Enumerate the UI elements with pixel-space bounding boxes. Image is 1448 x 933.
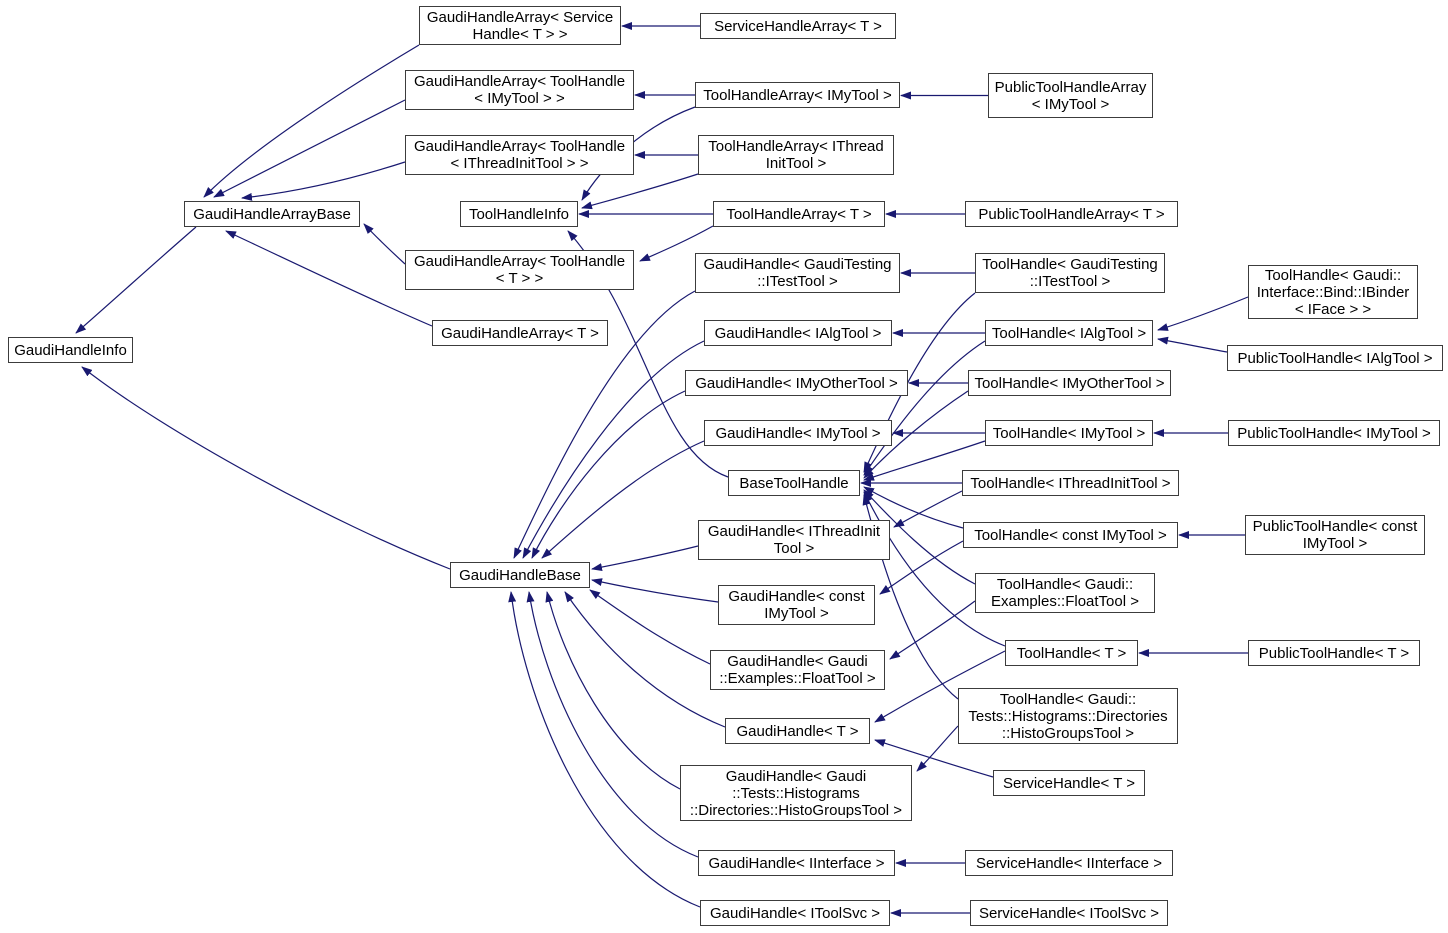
class-node-label: ::Tests::Histograms <box>732 784 860 802</box>
class-node-label: GaudiHandle< Gaudi <box>725 767 867 785</box>
class-node-gha-t[interactable] <box>432 320 608 346</box>
class-node-label: PublicToolHandleArray< T > <box>978 205 1165 223</box>
class-node-tha-ithreadinittool[interactable] <box>698 135 894 175</box>
class-node-label: ::Examples::FloatTool > <box>719 670 876 687</box>
class-node-sh-t[interactable] <box>993 770 1145 796</box>
class-node-gha-tool-handle-imytool[interactable] <box>405 70 634 110</box>
class-node-sh-itoolsvc[interactable] <box>970 900 1168 926</box>
inheritance-edge-gha-t>gaudi-handle-array-base <box>226 231 432 326</box>
class-node-label: PublicToolHandle< IMyTool > <box>1237 424 1431 442</box>
class-node-label: BaseToolHandle <box>739 474 849 492</box>
class-node-label: PublicToolHandle< T > <box>1258 644 1410 662</box>
inheritance-edge-pth-ialgtool>th-ialgtool <box>1158 339 1227 352</box>
inheritance-edge-th-ithreadinittool>gh-ithreadinittool <box>894 491 962 527</box>
inheritance-edge-gh-ithreadinittool>gaudi-handle-base <box>592 546 698 569</box>
class-node-label: ToolHandleInfo <box>468 205 570 223</box>
class-node-tha-imytool[interactable] <box>695 82 900 108</box>
class-node-label: ::HistoGroupsTool > <box>1001 724 1135 742</box>
inheritance-edge-th-ialgtool>base-tool-handle <box>864 341 985 475</box>
inheritance-edge-gh-imytool>gaudi-handle-base <box>542 441 704 558</box>
class-node-gha-tool-handle-t[interactable] <box>405 250 634 290</box>
inheritance-edge-gha-tool-handle-t>gaudi-handle-array-base <box>364 224 405 264</box>
class-node-label: Handle< T > > <box>472 25 568 43</box>
class-node-gh-ialgtool[interactable] <box>704 320 892 346</box>
class-node-gaudi-handle-base[interactable] <box>450 562 590 588</box>
class-node-th-imytool[interactable] <box>985 420 1153 446</box>
inheritance-edge-gaudi-handle-base>gaudi-handle-info <box>82 367 450 569</box>
class-node-gaudi-handle-info[interactable] <box>8 337 133 363</box>
class-node-base-tool-handle[interactable] <box>728 470 860 496</box>
class-node-label: InitTool > <box>765 155 827 172</box>
class-node-label: ToolHandleArray< IMyTool > <box>703 86 892 104</box>
class-node-th-imyothertool[interactable] <box>968 370 1171 396</box>
class-node-pth-imytool[interactable] <box>1228 420 1440 446</box>
class-node-tha-t[interactable] <box>713 201 885 227</box>
class-node-label: < IFace > > <box>1294 300 1372 318</box>
inheritance-edge-tha-ithreadinittool>tool-handle-info <box>582 174 698 208</box>
inheritance-edge-gh-const-imytool>gaudi-handle-base <box>592 580 718 602</box>
class-node-label: ToolHandle< Gaudi:: <box>999 690 1137 708</box>
inheritance-edge-gh-iinterface>gaudi-handle-base <box>529 592 698 857</box>
class-node-gaudi-handle-array-base[interactable] <box>184 201 360 227</box>
class-node-label: GaudiHandleInfo <box>14 341 127 359</box>
class-node-label: ServiceHandle< T > <box>1002 774 1136 792</box>
class-node-gh-const-imytool[interactable] <box>718 585 875 625</box>
class-node-label: ServiceHandle< IInterface > <box>976 854 1162 872</box>
class-node-label: GaudiHandleArray< ToolHandle <box>413 138 626 155</box>
class-node-label: GaudiHandle< GaudiTesting <box>703 256 892 273</box>
class-node-label: ::ITestTool > <box>757 273 838 290</box>
class-node-label: GaudiHandle< IToolSvc > <box>709 904 881 922</box>
class-node-gh-ithreadinittool[interactable] <box>698 520 890 560</box>
class-node-gh-t[interactable] <box>725 718 870 744</box>
inheritance-edge-gha-tool-handle-ithreadinittool>gaudi-handle-array-base <box>242 162 405 198</box>
class-node-label: IMyTool > <box>1302 535 1368 552</box>
class-node-gh-histogroupstool[interactable] <box>680 765 912 821</box>
class-node-label: < IMyTool > <box>1031 95 1110 113</box>
class-node-gh-imyothertool[interactable] <box>685 370 908 396</box>
class-node-label: Tool > <box>773 540 815 557</box>
class-node-gha-service-handle[interactable] <box>419 6 621 45</box>
class-node-label: ToolHandle< IAlgTool > <box>991 324 1147 342</box>
class-node-label: < IMyTool > > <box>474 90 565 107</box>
class-node-label: IMyTool > <box>764 605 829 622</box>
class-node-gh-itoolsvc[interactable] <box>700 900 890 926</box>
class-node-th-const-imytool[interactable] <box>963 522 1178 548</box>
class-node-label: ToolHandle< IThreadInitTool > <box>970 474 1171 492</box>
class-node-gh-floattool[interactable] <box>710 650 885 690</box>
class-node-label: Examples::FloatTool > <box>991 593 1139 610</box>
class-node-gh-imytool[interactable] <box>704 420 892 446</box>
class-node-label: Interface::Bind::IBinder <box>1256 283 1410 301</box>
class-node-label: GaudiHandle< IAlgTool > <box>714 324 882 342</box>
class-node-label: GaudiHandle< const <box>728 588 865 605</box>
class-node-th-t[interactable] <box>1005 640 1138 666</box>
class-node-label: ::Directories::HistoGroupsTool > <box>689 801 903 819</box>
class-node-label: GaudiHandleArray< ToolHandle <box>413 253 626 270</box>
class-node-label: < IThreadInitTool > > <box>450 155 589 172</box>
class-node-sha-t[interactable] <box>700 13 896 39</box>
inheritance-edge-gaudi-handle-array-base>gaudi-handle-info <box>76 227 196 333</box>
inheritance-edge-gha-service-handle>gaudi-handle-array-base <box>204 45 419 197</box>
class-node-label: ToolHandle< Gaudi:: <box>1264 266 1402 284</box>
class-node-label: ToolHandle< T > <box>1016 644 1127 662</box>
class-node-label: GaudiHandle< IInterface > <box>708 854 885 872</box>
inheritance-edge-th-binder>th-ialgtool <box>1158 297 1248 330</box>
inheritance-edge-gh-floattool>gaudi-handle-base <box>590 590 710 664</box>
class-node-label: ToolHandle< IMyTool > <box>992 424 1146 442</box>
class-node-label: PublicToolHandleArray <box>994 78 1147 96</box>
class-node-label: GaudiHandleArrayBase <box>193 205 351 223</box>
inheritance-edge-th-const-imytool>gh-const-imytool <box>880 541 963 594</box>
class-node-tool-handle-info[interactable] <box>460 201 578 227</box>
class-node-label: < T > > <box>495 270 544 287</box>
class-node-label: GaudiHandle< Gaudi <box>727 653 868 670</box>
class-node-label: GaudiHandle< IThreadInit <box>707 523 881 540</box>
class-node-th-binder[interactable] <box>1248 265 1418 319</box>
class-node-label: ToolHandleArray< IThread <box>708 138 884 155</box>
class-node-label: ToolHandle< Gaudi:: <box>996 576 1134 593</box>
class-node-pth-const-imytool[interactable] <box>1245 515 1425 555</box>
class-node-label: ToolHandle< IMyOtherTool > <box>974 374 1165 392</box>
class-node-label: ToolHandleArray< T > <box>726 205 872 223</box>
class-node-th-floattool[interactable] <box>975 573 1155 613</box>
class-node-pth-ialgtool[interactable] <box>1227 345 1443 371</box>
class-node-gh-iinterface[interactable] <box>698 850 895 876</box>
class-node-label: GaudiHandleArray< T > <box>441 324 599 342</box>
class-node-label: Tests::Histograms::Directories <box>968 707 1168 725</box>
class-node-ptha-imytool[interactable] <box>988 73 1153 118</box>
class-node-th-itesttool[interactable] <box>975 253 1165 293</box>
class-node-label: ServiceHandleArray< T > <box>714 17 882 35</box>
class-node-label: GaudiHandleBase <box>459 566 581 584</box>
class-node-th-ialgtool[interactable] <box>985 320 1153 346</box>
class-node-label: GaudiHandleArray< Service <box>426 8 614 26</box>
class-node-gha-tool-handle-ithreadinittool[interactable] <box>405 135 634 175</box>
class-node-pth-t[interactable] <box>1248 640 1420 666</box>
class-node-label: GaudiHandle< T > <box>736 722 859 740</box>
class-node-ptha-t[interactable] <box>965 201 1178 227</box>
inheritance-edge-th-floattool>gh-floattool <box>890 601 975 659</box>
class-node-sh-iinterface[interactable] <box>965 850 1173 876</box>
class-node-label: GaudiHandle< IMyOtherTool > <box>695 374 898 392</box>
class-node-label: ServiceHandle< IToolSvc > <box>978 904 1160 922</box>
class-node-label: GaudiHandle< IMyTool > <box>715 424 881 442</box>
class-node-label: ::ITestTool > <box>1029 273 1111 290</box>
class-node-label: ToolHandle< const IMyTool > <box>974 526 1167 544</box>
class-node-label: PublicToolHandle< const <box>1252 518 1418 535</box>
class-node-th-histogroupstool[interactable] <box>958 688 1178 744</box>
class-node-label: ToolHandle< GaudiTesting <box>982 256 1158 273</box>
class-node-label: PublicToolHandle< IAlgTool > <box>1237 349 1433 367</box>
class-node-th-ithreadinittool[interactable] <box>962 470 1179 496</box>
class-node-gh-itesttool[interactable] <box>695 253 900 293</box>
class-node-label: GaudiHandleArray< ToolHandle <box>413 73 626 90</box>
